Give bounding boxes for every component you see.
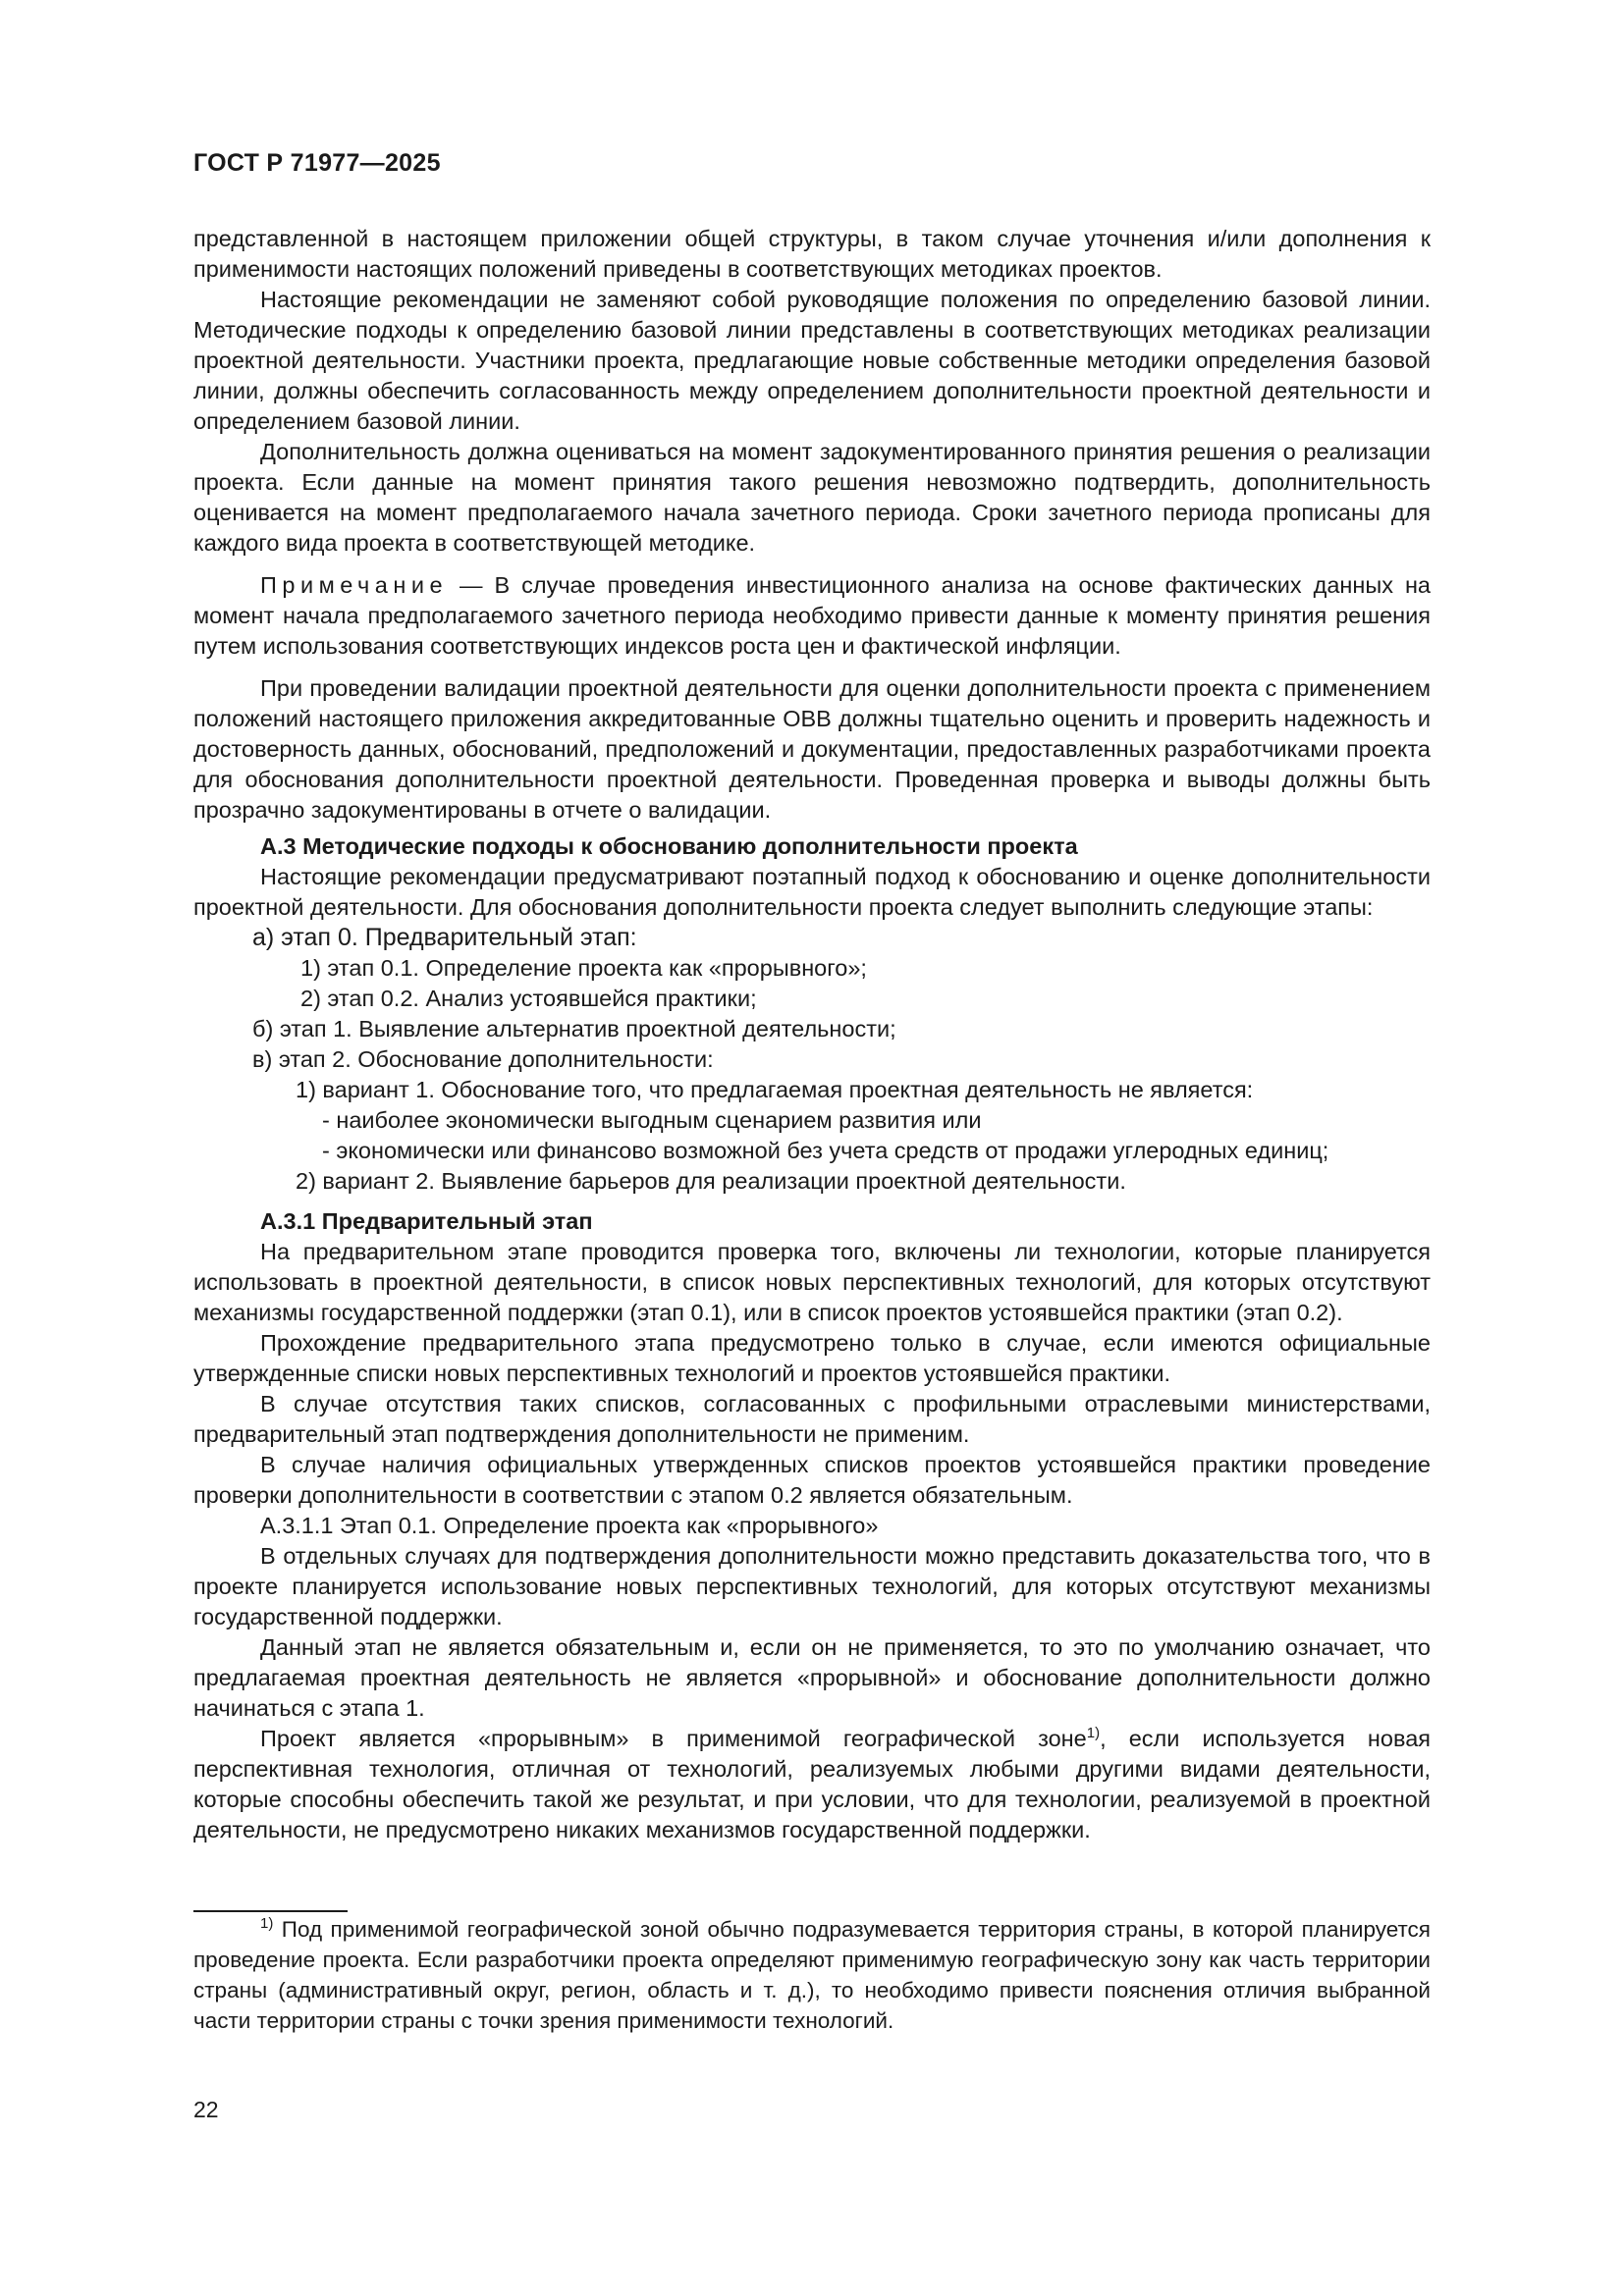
page-body (193, 224, 1431, 1845)
list-item: 2) вариант 2. Выявление барьеров для реализации проектной деятельности. (296, 1168, 1126, 1194)
paragraph-breakthrough-definition (193, 1724, 1431, 1845)
section-heading-a31: А.3.1 Предварительный этап (260, 1208, 593, 1234)
paragraph-evidence: В отдельных случаях для подтверждения дополнительности можно представить доказательства того, что в проекте планируется использование новых перспективных технологий, для которых отсутствуют механизмы государственной поддержки. (193, 1543, 1431, 1629)
list-item: 2) этап 0.2. Анализ устоявшейся практики; (300, 986, 757, 1011)
paragraph-preliminary-check: На предварительном этапе проводится проверка того, включены ли технологии, которые планируется использовать в проектной деятельности, в список новых перспективных технологий, для которых отсутствуют механизмы государственной поддержки (этап 0.1), или в список проектов устоявшейся практики (этап 0.2). (193, 1239, 1431, 1325)
paragraph-validation: При проведении валидации проектной деятельности для оценки дополнительности проекта с применением положений настоящего приложения аккредитованные ОВВ должны тщательно оценить и проверить надежность и достоверность данных, обоснований, предположений и документации, предоставленных разработчиками проекта для обоснования дополнительности проектной деятельности. Проведенная проверка и выводы должны быть прозрачно задокументированы в отчете о валидации. (193, 675, 1431, 823)
list-item: 1) этап 0.1. Определение проекта как «прорывного»; (300, 955, 867, 981)
list-item: 1) вариант 1. Обоснование того, что предлагаемая проектная деятельность не является: (296, 1077, 1254, 1102)
list-item: а) этап 0. Предварительный этап: (252, 924, 637, 951)
paragraph-preliminary-condition: Прохождение предварительного этапа предусмотрено только в случае, если имеются официальные утвержденные списки новых перспективных технологий и проектов устоявшейся практики. (193, 1330, 1431, 1386)
subsection-heading-a311: А.3.1.1 Этап 0.1. Определение проекта как «прорывного» (260, 1513, 879, 1538)
footnote (193, 1914, 1431, 2036)
paragraph-lists-present: В случае наличия официальных утвержденных списков проектов устоявшейся практики проведение проверки дополнительности в соответствии с этапом 0.2 является обязательным. (193, 1452, 1431, 1508)
note-text: — В случае проведения инвестиционного анализа на основе фактических данных на момент начала предполагаемого зачетного периода необходимо привести данные к моменту принятия решения путем использования соответствующих индексов роста цен и фактической инфляции. (193, 572, 1431, 659)
footnote-divider (193, 1910, 348, 1912)
footnote-reference[interactable]: 1) (1086, 1725, 1101, 1741)
footnote-marker: 1) (260, 1915, 274, 1932)
paragraph-no-lists: В случае отсутствия таких списков, согласованных с профильными отраслевыми министерствами, предварительный этап подтверждения дополнительности не применим. (193, 1391, 1431, 1447)
list-item: в) этап 2. Обоснование дополнительности: (252, 1046, 714, 1072)
list-item: - экономически или финансово возможной без учета средств от продажи углеродных единиц; (322, 1138, 1329, 1163)
breakthrough-text-end: , если используется новая перспективная технология, отличная от технологий, реализуемых любыми другими видами деятельности, которые способны обеспечить такой же результат, и при условии, что для технологии, реализуемой в проектной деятельности, не предусмотрено никаких механизмов государственной поддержки. (193, 1726, 1431, 1842)
paragraph-baseline: Настоящие рекомендации не заменяют собой руководящие положения по определению базовой линии. Методические подходы к определению базовой линии представлены в соответствующих методиках реализации проектной деятельности. Участники проекта, предлагающие новые собственные методики определения базовой линии, должны обеспечить согласованность между определением дополнительности проектной деятельности и определением базовой линии. (193, 287, 1431, 434)
footnote-text: Под применимой географической зоной обычно подразумевается территория страны, в которой планируется проведение проекта. Если разработчики проекта определяют применимую географическую зону как часть территории страны (административный округ, регион, область и т. д.), то необходимо привести пояснения отличия выбранной части территории страны с точки зрения применимости технологий. (193, 1917, 1431, 2033)
list-item: - наиболее экономически выгодным сценарием развития или (322, 1107, 982, 1133)
page-number: 22 (193, 2097, 219, 2122)
section-heading-a3: А.3 Методические подходы к обоснованию дополнительности проекта (260, 833, 1078, 859)
paragraph-stepwise-approach: Настоящие рекомендации предусматривают поэтапный подход к обоснованию и оценке дополнительности проектной деятельности. Для обоснования дополнительности проекта следует выполнить следующие этапы: (193, 864, 1431, 920)
paragraph-structure-continuation: представленной в настоящем приложении общей структуры, в таком случае уточнения и/или дополнения к применимости настоящих положений приведены в соответствующих методиках проектов. (193, 226, 1431, 282)
note-block (193, 570, 1431, 662)
stages-list (193, 923, 1431, 1197)
breakthrough-text-start: Проект является «прорывным» в применимой географической зоне (260, 1726, 1087, 1751)
note-label: Примечание (260, 572, 449, 598)
document-code-header: ГОСТ Р 71977—2025 (193, 149, 441, 177)
paragraph-optional-stage: Данный этап не является обязательным и, если он не применяется, то это по умолчанию означает, что предлагаемая проектная деятельность не является «прорывной» и обоснование дополнительности должно начинаться с этапа 1. (193, 1634, 1431, 1721)
paragraph-assessment-moment: Дополнительность должна оцениваться на момент задокументированного принятия решения о реализации проекта. Если данные на момент принятия такого решения невозможно подтвердить, дополнительность оценивается на момент предполагаемого начала зачетного периода. Сроки зачетного периода прописаны для каждого вида проекта в соответствующей методике. (193, 439, 1431, 556)
list-item: б) этап 1. Выявление альтернатив проектной деятельности; (252, 1016, 896, 1041)
